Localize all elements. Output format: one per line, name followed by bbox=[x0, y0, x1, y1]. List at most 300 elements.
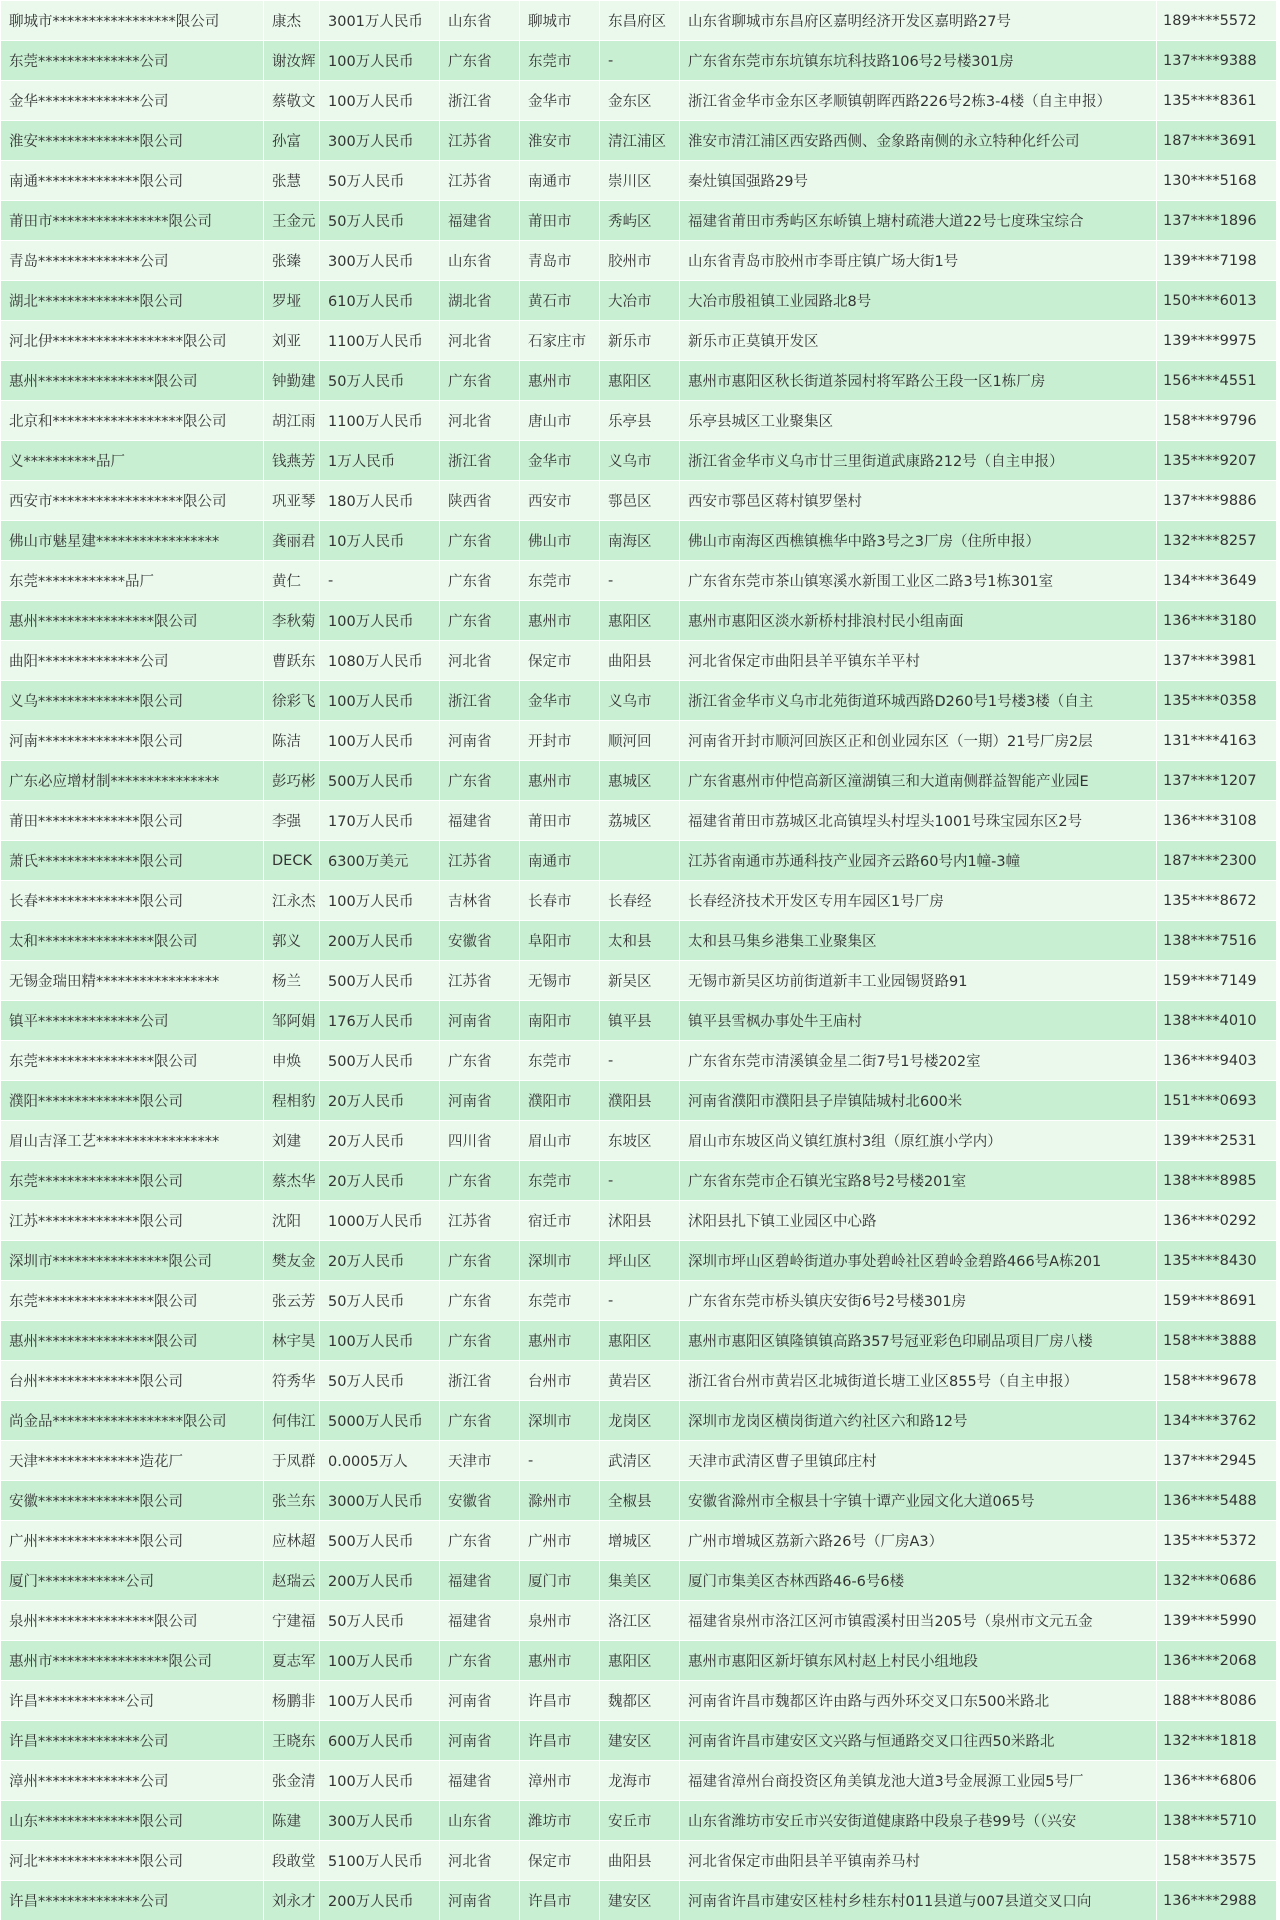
district-cell: 新乐市 bbox=[600, 321, 680, 361]
registered-capital-cell: 100万人民币 bbox=[320, 41, 440, 81]
province-cell: 广东省 bbox=[440, 601, 520, 641]
city-cell: 潍坊市 bbox=[520, 1801, 600, 1841]
province-cell: 广东省 bbox=[440, 1641, 520, 1681]
company-name-cell: 天津**************造花厂 bbox=[1, 1441, 264, 1481]
district-cell: 秀屿区 bbox=[600, 201, 680, 241]
registered-capital-cell: 1100万人民币 bbox=[320, 401, 440, 441]
district-cell: 洛江区 bbox=[600, 1601, 680, 1641]
company-name-cell: 惠州****************限公司 bbox=[1, 1321, 264, 1361]
city-cell: 许昌市 bbox=[520, 1881, 600, 1920]
registered-capital-cell: 1000万人民币 bbox=[320, 1201, 440, 1241]
address-cell: 无锡市新吴区坊前街道新丰工业园锡贤路91 bbox=[680, 961, 1157, 1001]
address-cell: 沭阳县扎下镇工业园区中心路 bbox=[680, 1201, 1157, 1241]
phone-cell: 132****0686 bbox=[1157, 1561, 1277, 1601]
phone-cell: 135****5372 bbox=[1157, 1521, 1277, 1561]
district-cell: 魏都区 bbox=[600, 1681, 680, 1721]
city-cell: 无锡市 bbox=[520, 961, 600, 1001]
address-cell: 惠州市惠阳区新圩镇东风村赵上村民小组地段 bbox=[680, 1641, 1157, 1681]
province-cell: 江苏省 bbox=[440, 841, 520, 881]
province-cell: 浙江省 bbox=[440, 441, 520, 481]
province-cell: 广东省 bbox=[440, 1041, 520, 1081]
registered-capital-cell: 610万人民币 bbox=[320, 281, 440, 321]
table-row bbox=[1, 121, 1277, 161]
legal-person-cell: 谢汝辉 bbox=[264, 41, 320, 81]
city-cell: 宿迁市 bbox=[520, 1201, 600, 1241]
province-cell: 浙江省 bbox=[440, 681, 520, 721]
city-cell: 台州市 bbox=[520, 1361, 600, 1401]
province-cell: 广东省 bbox=[440, 361, 520, 401]
address-cell: 广东省东莞市东坑镇东坑科技路106号2号楼301房 bbox=[680, 41, 1157, 81]
registered-capital-cell: 500万人民币 bbox=[320, 961, 440, 1001]
legal-person-cell: 巩亚琴 bbox=[264, 481, 320, 521]
phone-cell: 139****2531 bbox=[1157, 1121, 1277, 1161]
legal-person-cell: 王晓东 bbox=[264, 1721, 320, 1761]
province-cell: 河南省 bbox=[440, 1681, 520, 1721]
table-row bbox=[1, 1161, 1277, 1201]
address-cell: 山东省青岛市胶州市李哥庄镇广场大街1号 bbox=[680, 241, 1157, 281]
company-name-cell: 东莞**************限公司 bbox=[1, 1161, 264, 1201]
phone-cell: 187****2300 bbox=[1157, 841, 1277, 881]
city-cell: 许昌市 bbox=[520, 1681, 600, 1721]
legal-person-cell: 钟勤建 bbox=[264, 361, 320, 401]
registered-capital-cell: 1080万人民币 bbox=[320, 641, 440, 681]
company-name-cell: 西安市******************限公司 bbox=[1, 481, 264, 521]
province-cell: 河南省 bbox=[440, 1081, 520, 1121]
address-cell: 山东省聊城市东昌府区嘉明经济开发区嘉明路27号 bbox=[680, 1, 1157, 41]
legal-person-cell: 张兰东 bbox=[264, 1481, 320, 1521]
phone-cell: 132****8257 bbox=[1157, 521, 1277, 561]
table-row bbox=[1, 1241, 1277, 1281]
province-cell: 湖北省 bbox=[440, 281, 520, 321]
phone-cell: 134****3762 bbox=[1157, 1401, 1277, 1441]
legal-person-cell: 刘亚 bbox=[264, 321, 320, 361]
company-name-cell: 东莞************品厂 bbox=[1, 561, 264, 601]
legal-person-cell: 樊友金 bbox=[264, 1241, 320, 1281]
registered-capital-cell: 300万人民币 bbox=[320, 1801, 440, 1841]
province-cell: 河南省 bbox=[440, 1881, 520, 1920]
table-row bbox=[1, 721, 1277, 761]
company-name-cell: 义乌**************限公司 bbox=[1, 681, 264, 721]
registered-capital-cell: 170万人民币 bbox=[320, 801, 440, 841]
registered-capital-cell: 1100万人民币 bbox=[320, 321, 440, 361]
district-cell: 太和县 bbox=[600, 921, 680, 961]
legal-person-cell: 符秀华 bbox=[264, 1361, 320, 1401]
address-cell: 乐亭县城区工业聚集区 bbox=[680, 401, 1157, 441]
address-cell: 西安市鄠邑区蒋村镇罗堡村 bbox=[680, 481, 1157, 521]
legal-person-cell: 李秋菊 bbox=[264, 601, 320, 641]
registered-capital-cell: 600万人民币 bbox=[320, 1721, 440, 1761]
legal-person-cell: 陈洁 bbox=[264, 721, 320, 761]
company-name-cell: 河北**************限公司 bbox=[1, 1841, 264, 1881]
registered-capital-cell: 100万人民币 bbox=[320, 681, 440, 721]
address-cell: 浙江省金华市义乌市廿三里街道武康路212号（自主申报） bbox=[680, 441, 1157, 481]
city-cell: 莆田市 bbox=[520, 801, 600, 841]
district-cell: 沭阳县 bbox=[600, 1201, 680, 1241]
table-row bbox=[1, 281, 1277, 321]
phone-cell: 135****8361 bbox=[1157, 81, 1277, 121]
district-cell: 惠阳区 bbox=[600, 361, 680, 401]
legal-person-cell: 李强 bbox=[264, 801, 320, 841]
city-cell: 唐山市 bbox=[520, 401, 600, 441]
city-cell: 南通市 bbox=[520, 841, 600, 881]
table-row bbox=[1, 1881, 1277, 1920]
table-row bbox=[1, 1361, 1277, 1401]
company-name-cell: 聊城市*****************限公司 bbox=[1, 1, 264, 41]
registered-capital-cell: 100万人民币 bbox=[320, 81, 440, 121]
district-cell: 大冶市 bbox=[600, 281, 680, 321]
company-name-cell: 台州**************限公司 bbox=[1, 1361, 264, 1401]
province-cell: 广东省 bbox=[440, 1161, 520, 1201]
company-name-cell: 惠州****************限公司 bbox=[1, 361, 264, 401]
district-cell: - bbox=[600, 41, 680, 81]
phone-cell: 137****1896 bbox=[1157, 201, 1277, 241]
phone-cell: 136****2068 bbox=[1157, 1641, 1277, 1681]
city-cell: 东莞市 bbox=[520, 1041, 600, 1081]
phone-cell: 138****4010 bbox=[1157, 1001, 1277, 1041]
province-cell: 福建省 bbox=[440, 1561, 520, 1601]
company-name-cell: 惠州****************限公司 bbox=[1, 601, 264, 641]
city-cell: 眉山市 bbox=[520, 1121, 600, 1161]
table-row bbox=[1, 1641, 1277, 1681]
phone-cell: 136****2988 bbox=[1157, 1881, 1277, 1920]
address-cell: 河北省保定市曲阳县羊平镇东羊平村 bbox=[680, 641, 1157, 681]
city-cell: 淮安市 bbox=[520, 121, 600, 161]
province-cell: 安徽省 bbox=[440, 1481, 520, 1521]
table-row bbox=[1, 441, 1277, 481]
city-cell: 东莞市 bbox=[520, 1281, 600, 1321]
registered-capital-cell: 300万人民币 bbox=[320, 121, 440, 161]
table-row bbox=[1, 601, 1277, 641]
legal-person-cell: 曹跃东 bbox=[264, 641, 320, 681]
registered-capital-cell: 500万人民币 bbox=[320, 761, 440, 801]
province-cell: 安徽省 bbox=[440, 921, 520, 961]
legal-person-cell: 刘永才 bbox=[264, 1881, 320, 1920]
address-cell: 河南省濮阳市濮阳县子岸镇陆城村北600米 bbox=[680, 1081, 1157, 1121]
registered-capital-cell: 180万人民币 bbox=[320, 481, 440, 521]
province-cell: 广东省 bbox=[440, 761, 520, 801]
city-cell: 金华市 bbox=[520, 681, 600, 721]
city-cell: 深圳市 bbox=[520, 1241, 600, 1281]
company-name-cell: 安徽**************限公司 bbox=[1, 1481, 264, 1521]
phone-cell: 135****8430 bbox=[1157, 1241, 1277, 1281]
province-cell: 山东省 bbox=[440, 1, 520, 41]
table-row bbox=[1, 1401, 1277, 1441]
registered-capital-cell: 500万人民币 bbox=[320, 1041, 440, 1081]
address-cell: 河南省许昌市建安区文兴路与恒通路交叉口往西50米路北 bbox=[680, 1721, 1157, 1761]
table-row bbox=[1, 561, 1277, 601]
registered-capital-cell: 3001万人民币 bbox=[320, 1, 440, 41]
province-cell: 山东省 bbox=[440, 1801, 520, 1841]
table-row bbox=[1, 1721, 1277, 1761]
legal-person-cell: 赵瑞云 bbox=[264, 1561, 320, 1601]
city-cell: 保定市 bbox=[520, 641, 600, 681]
company-name-cell: 尚金品******************限公司 bbox=[1, 1401, 264, 1441]
district-cell: 鄠邑区 bbox=[600, 481, 680, 521]
legal-person-cell: 段敢堂 bbox=[264, 1841, 320, 1881]
phone-cell: 136****6806 bbox=[1157, 1761, 1277, 1801]
phone-cell: 139****9975 bbox=[1157, 321, 1277, 361]
phone-cell: 138****8985 bbox=[1157, 1161, 1277, 1201]
company-name-cell: 厦门************公司 bbox=[1, 1561, 264, 1601]
address-cell: 淮安市清江浦区西安路西侧、金象路南侧的永立特种化纤公司 bbox=[680, 121, 1157, 161]
city-cell: 东莞市 bbox=[520, 41, 600, 81]
table-row bbox=[1, 1081, 1277, 1121]
district-cell: 安丘市 bbox=[600, 1801, 680, 1841]
city-cell: 金华市 bbox=[520, 441, 600, 481]
company-name-cell: 淮安**************限公司 bbox=[1, 121, 264, 161]
table-row bbox=[1, 801, 1277, 841]
address-cell: 广东省惠州市仲恺高新区潼湖镇三和大道南侧群益智能产业园E bbox=[680, 761, 1157, 801]
city-cell: 广州市 bbox=[520, 1521, 600, 1561]
district-cell: 清江浦区 bbox=[600, 121, 680, 161]
legal-person-cell: 张金清 bbox=[264, 1761, 320, 1801]
province-cell: 广东省 bbox=[440, 41, 520, 81]
company-name-cell: 濮阳**************限公司 bbox=[1, 1081, 264, 1121]
phone-cell: 137****3981 bbox=[1157, 641, 1277, 681]
province-cell: 河北省 bbox=[440, 321, 520, 361]
district-cell: 乐亭县 bbox=[600, 401, 680, 441]
address-cell: 佛山市南海区西樵镇樵华中路3号之3厂房（住所申报） bbox=[680, 521, 1157, 561]
company-name-cell: 许昌************公司 bbox=[1, 1681, 264, 1721]
city-cell: 许昌市 bbox=[520, 1721, 600, 1761]
table-row bbox=[1, 961, 1277, 1001]
registered-capital-cell: 50万人民币 bbox=[320, 201, 440, 241]
city-cell: 南阳市 bbox=[520, 1001, 600, 1041]
company-name-cell: 许昌**************公司 bbox=[1, 1721, 264, 1761]
phone-cell: 188****8086 bbox=[1157, 1681, 1277, 1721]
city-cell: 开封市 bbox=[520, 721, 600, 761]
legal-person-cell: 申焕 bbox=[264, 1041, 320, 1081]
city-cell: 东莞市 bbox=[520, 561, 600, 601]
address-cell: 山东省潍坊市安丘市兴安街道健康路中段泉子巷99号（（兴安 bbox=[680, 1801, 1157, 1841]
phone-cell: 136****5488 bbox=[1157, 1481, 1277, 1521]
legal-person-cell: 胡江雨 bbox=[264, 401, 320, 441]
district-cell: 荔城区 bbox=[600, 801, 680, 841]
address-cell: 广东省东莞市清溪镇金星二街7号1号楼202室 bbox=[680, 1041, 1157, 1081]
district-cell: 龙海市 bbox=[600, 1761, 680, 1801]
district-cell: 惠阳区 bbox=[600, 1641, 680, 1681]
address-cell: 广州市增城区荔新六路26号（厂房A3） bbox=[680, 1521, 1157, 1561]
address-cell: 河北省保定市曲阳县羊平镇南养马村 bbox=[680, 1841, 1157, 1881]
province-cell: 福建省 bbox=[440, 201, 520, 241]
legal-person-cell: 蔡杰华 bbox=[264, 1161, 320, 1201]
city-cell: 惠州市 bbox=[520, 1321, 600, 1361]
province-cell: 广东省 bbox=[440, 521, 520, 561]
phone-cell: 159****7149 bbox=[1157, 961, 1277, 1001]
address-cell: 浙江省台州市黄岩区北城街道长塘工业区855号（自主申报） bbox=[680, 1361, 1157, 1401]
legal-person-cell: 邹阿娟 bbox=[264, 1001, 320, 1041]
city-cell: 莆田市 bbox=[520, 201, 600, 241]
address-cell: 天津市武清区曹子里镇邱庄村 bbox=[680, 1441, 1157, 1481]
phone-cell: 150****6013 bbox=[1157, 281, 1277, 321]
address-cell: 河南省许昌市魏都区许由路与西外环交叉口东500米路北 bbox=[680, 1681, 1157, 1721]
registered-capital-cell: 6300万美元 bbox=[320, 841, 440, 881]
table-row bbox=[1, 1481, 1277, 1521]
phone-cell: 137****2945 bbox=[1157, 1441, 1277, 1481]
province-cell: 江苏省 bbox=[440, 161, 520, 201]
table-row bbox=[1, 1001, 1277, 1041]
city-cell: 金华市 bbox=[520, 81, 600, 121]
legal-person-cell: 江永杰 bbox=[264, 881, 320, 921]
legal-person-cell: 杨兰 bbox=[264, 961, 320, 1001]
phone-cell: 136****3180 bbox=[1157, 601, 1277, 641]
company-name-cell: 东莞****************限公司 bbox=[1, 1041, 264, 1081]
city-cell: 深圳市 bbox=[520, 1401, 600, 1441]
phone-cell: 158****3575 bbox=[1157, 1841, 1277, 1881]
address-cell: 惠州市惠阳区秋长街道茶园村将军路公王段一区1栋厂房 bbox=[680, 361, 1157, 401]
company-name-cell: 江苏**************限公司 bbox=[1, 1201, 264, 1241]
city-cell: 东莞市 bbox=[520, 1161, 600, 1201]
registered-capital-cell: 1万人民币 bbox=[320, 441, 440, 481]
table-row bbox=[1, 201, 1277, 241]
city-cell: 阜阳市 bbox=[520, 921, 600, 961]
phone-cell: 189****5572 bbox=[1157, 1, 1277, 41]
company-name-cell: 东莞****************限公司 bbox=[1, 1281, 264, 1321]
address-cell: 眉山市东坡区尚义镇红旗村3组（原红旗小学内） bbox=[680, 1121, 1157, 1161]
district-cell: 集美区 bbox=[600, 1561, 680, 1601]
city-cell: 泉州市 bbox=[520, 1601, 600, 1641]
district-cell: 顺河回 bbox=[600, 721, 680, 761]
legal-person-cell: 龚丽君 bbox=[264, 521, 320, 561]
legal-person-cell: 罗垭 bbox=[264, 281, 320, 321]
district-cell: 增城区 bbox=[600, 1521, 680, 1561]
district-cell: 新吴区 bbox=[600, 961, 680, 1001]
registered-capital-cell: 0.0005万人 bbox=[320, 1441, 440, 1481]
phone-cell: 131****4163 bbox=[1157, 721, 1277, 761]
registered-capital-cell: 100万人民币 bbox=[320, 1321, 440, 1361]
registered-capital-cell: 100万人民币 bbox=[320, 1761, 440, 1801]
registered-capital-cell: 20万人民币 bbox=[320, 1081, 440, 1121]
company-name-cell: 佛山市魅星建***************** bbox=[1, 521, 264, 561]
address-cell: 镇平县雪枫办事处牛王庙村 bbox=[680, 1001, 1157, 1041]
province-cell: 江苏省 bbox=[440, 1201, 520, 1241]
table-row bbox=[1, 1041, 1277, 1081]
table-row bbox=[1, 401, 1277, 441]
legal-person-cell: 康杰 bbox=[264, 1, 320, 41]
phone-cell: 137****1207 bbox=[1157, 761, 1277, 801]
address-cell: 广东省东莞市茶山镇寒溪水新围工业区二路3号1栋301室 bbox=[680, 561, 1157, 601]
province-cell: 广东省 bbox=[440, 1241, 520, 1281]
phone-cell: 136****0292 bbox=[1157, 1201, 1277, 1241]
address-cell: 惠州市惠阳区淡水新桥村排浪村民小组南面 bbox=[680, 601, 1157, 641]
address-cell: 深圳市龙岗区横岗街道六约社区六和路12号 bbox=[680, 1401, 1157, 1441]
city-cell: 惠州市 bbox=[520, 601, 600, 641]
table-row bbox=[1, 681, 1277, 721]
phone-cell: 137****9886 bbox=[1157, 481, 1277, 521]
district-cell: 曲阳县 bbox=[600, 641, 680, 681]
registered-capital-cell: 10万人民币 bbox=[320, 521, 440, 561]
legal-person-cell: 张云芳 bbox=[264, 1281, 320, 1321]
province-cell: 浙江省 bbox=[440, 81, 520, 121]
city-cell: 濮阳市 bbox=[520, 1081, 600, 1121]
province-cell: 福建省 bbox=[440, 1601, 520, 1641]
district-cell: 曲阳县 bbox=[600, 1841, 680, 1881]
phone-cell: 135****0358 bbox=[1157, 681, 1277, 721]
legal-person-cell: 林宇昊 bbox=[264, 1321, 320, 1361]
city-cell: 石家庄市 bbox=[520, 321, 600, 361]
address-cell: 福建省莆田市荔城区北高镇埕头村埕头1001号珠宝园东区2号 bbox=[680, 801, 1157, 841]
registered-capital-cell: 100万人民币 bbox=[320, 1641, 440, 1681]
table-row bbox=[1, 921, 1277, 961]
legal-person-cell: 郭义 bbox=[264, 921, 320, 961]
registered-capital-cell: 500万人民币 bbox=[320, 1521, 440, 1561]
district-cell: 黄岩区 bbox=[600, 1361, 680, 1401]
district-cell: 惠阳区 bbox=[600, 1321, 680, 1361]
legal-person-cell: 王金元 bbox=[264, 201, 320, 241]
table-row bbox=[1, 1841, 1277, 1881]
legal-person-cell: 应林超 bbox=[264, 1521, 320, 1561]
address-cell: 广东省东莞市桥头镇庆安街6号2号楼301房 bbox=[680, 1281, 1157, 1321]
registered-capital-cell: 20万人民币 bbox=[320, 1241, 440, 1281]
legal-person-cell: 宁建福 bbox=[264, 1601, 320, 1641]
company-name-cell: 萧氏**************限公司 bbox=[1, 841, 264, 881]
city-cell: 惠州市 bbox=[520, 361, 600, 401]
table-row bbox=[1, 161, 1277, 201]
registered-capital-cell: 100万人民币 bbox=[320, 1681, 440, 1721]
province-cell: 江苏省 bbox=[440, 961, 520, 1001]
district-cell: 惠城区 bbox=[600, 761, 680, 801]
district-cell: 崇川区 bbox=[600, 161, 680, 201]
district-cell: 义乌市 bbox=[600, 441, 680, 481]
table-row bbox=[1, 1561, 1277, 1601]
province-cell: 广东省 bbox=[440, 1521, 520, 1561]
address-cell: 浙江省金华市金东区孝顺镇朝晖西路226号2栋3-4楼（自主申报） bbox=[680, 81, 1157, 121]
legal-person-cell: 张慧 bbox=[264, 161, 320, 201]
registered-capital-cell: 200万人民币 bbox=[320, 921, 440, 961]
company-name-cell: 河南**************限公司 bbox=[1, 721, 264, 761]
province-cell: 河北省 bbox=[440, 401, 520, 441]
table-body bbox=[1, 1, 1277, 1920]
address-cell: 厦门市集美区杏林西路46-6号6楼 bbox=[680, 1561, 1157, 1601]
phone-cell: 139****5990 bbox=[1157, 1601, 1277, 1641]
table-row bbox=[1, 1201, 1277, 1241]
province-cell: 广东省 bbox=[440, 561, 520, 601]
province-cell: 河南省 bbox=[440, 1721, 520, 1761]
province-cell: 福建省 bbox=[440, 1761, 520, 1801]
registered-capital-cell: 100万人民币 bbox=[320, 721, 440, 761]
province-cell: 河北省 bbox=[440, 641, 520, 681]
table-row bbox=[1, 481, 1277, 521]
phone-cell: 158****9796 bbox=[1157, 401, 1277, 441]
phone-cell: 136****3108 bbox=[1157, 801, 1277, 841]
registered-capital-cell: 200万人民币 bbox=[320, 1881, 440, 1920]
address-cell: 安徽省滁州市全椒县十字镇十谭产业园文化大道065号 bbox=[680, 1481, 1157, 1521]
province-cell: 陕西省 bbox=[440, 481, 520, 521]
address-cell: 福建省泉州市洛江区河市镇霞溪村田当205号（泉州市文元五金 bbox=[680, 1601, 1157, 1641]
phone-cell: 156****4551 bbox=[1157, 361, 1277, 401]
city-cell: 黄石市 bbox=[520, 281, 600, 321]
district-cell: 长春经 bbox=[600, 881, 680, 921]
legal-person-cell: 彭巧彬 bbox=[264, 761, 320, 801]
table-row bbox=[1, 1321, 1277, 1361]
district-cell: - bbox=[600, 1161, 680, 1201]
district-cell: 全椒县 bbox=[600, 1481, 680, 1521]
district-cell: 龙岗区 bbox=[600, 1401, 680, 1441]
legal-person-cell: 夏志军 bbox=[264, 1641, 320, 1681]
city-cell: 惠州市 bbox=[520, 1641, 600, 1681]
phone-cell: 132****1818 bbox=[1157, 1721, 1277, 1761]
phone-cell: 159****8691 bbox=[1157, 1281, 1277, 1321]
address-cell: 河南省开封市顺河回族区正和创业园东区（一期）21号厂房2层 bbox=[680, 721, 1157, 761]
city-cell: 滁州市 bbox=[520, 1481, 600, 1521]
phone-cell: 151****0693 bbox=[1157, 1081, 1277, 1121]
phone-cell: 130****5168 bbox=[1157, 161, 1277, 201]
company-name-cell: 广州**************限公司 bbox=[1, 1521, 264, 1561]
phone-cell: 158****9678 bbox=[1157, 1361, 1277, 1401]
legal-person-cell: 徐彩飞 bbox=[264, 681, 320, 721]
table-row bbox=[1, 1441, 1277, 1481]
company-name-cell: 眉山吉泽工艺***************** bbox=[1, 1121, 264, 1161]
